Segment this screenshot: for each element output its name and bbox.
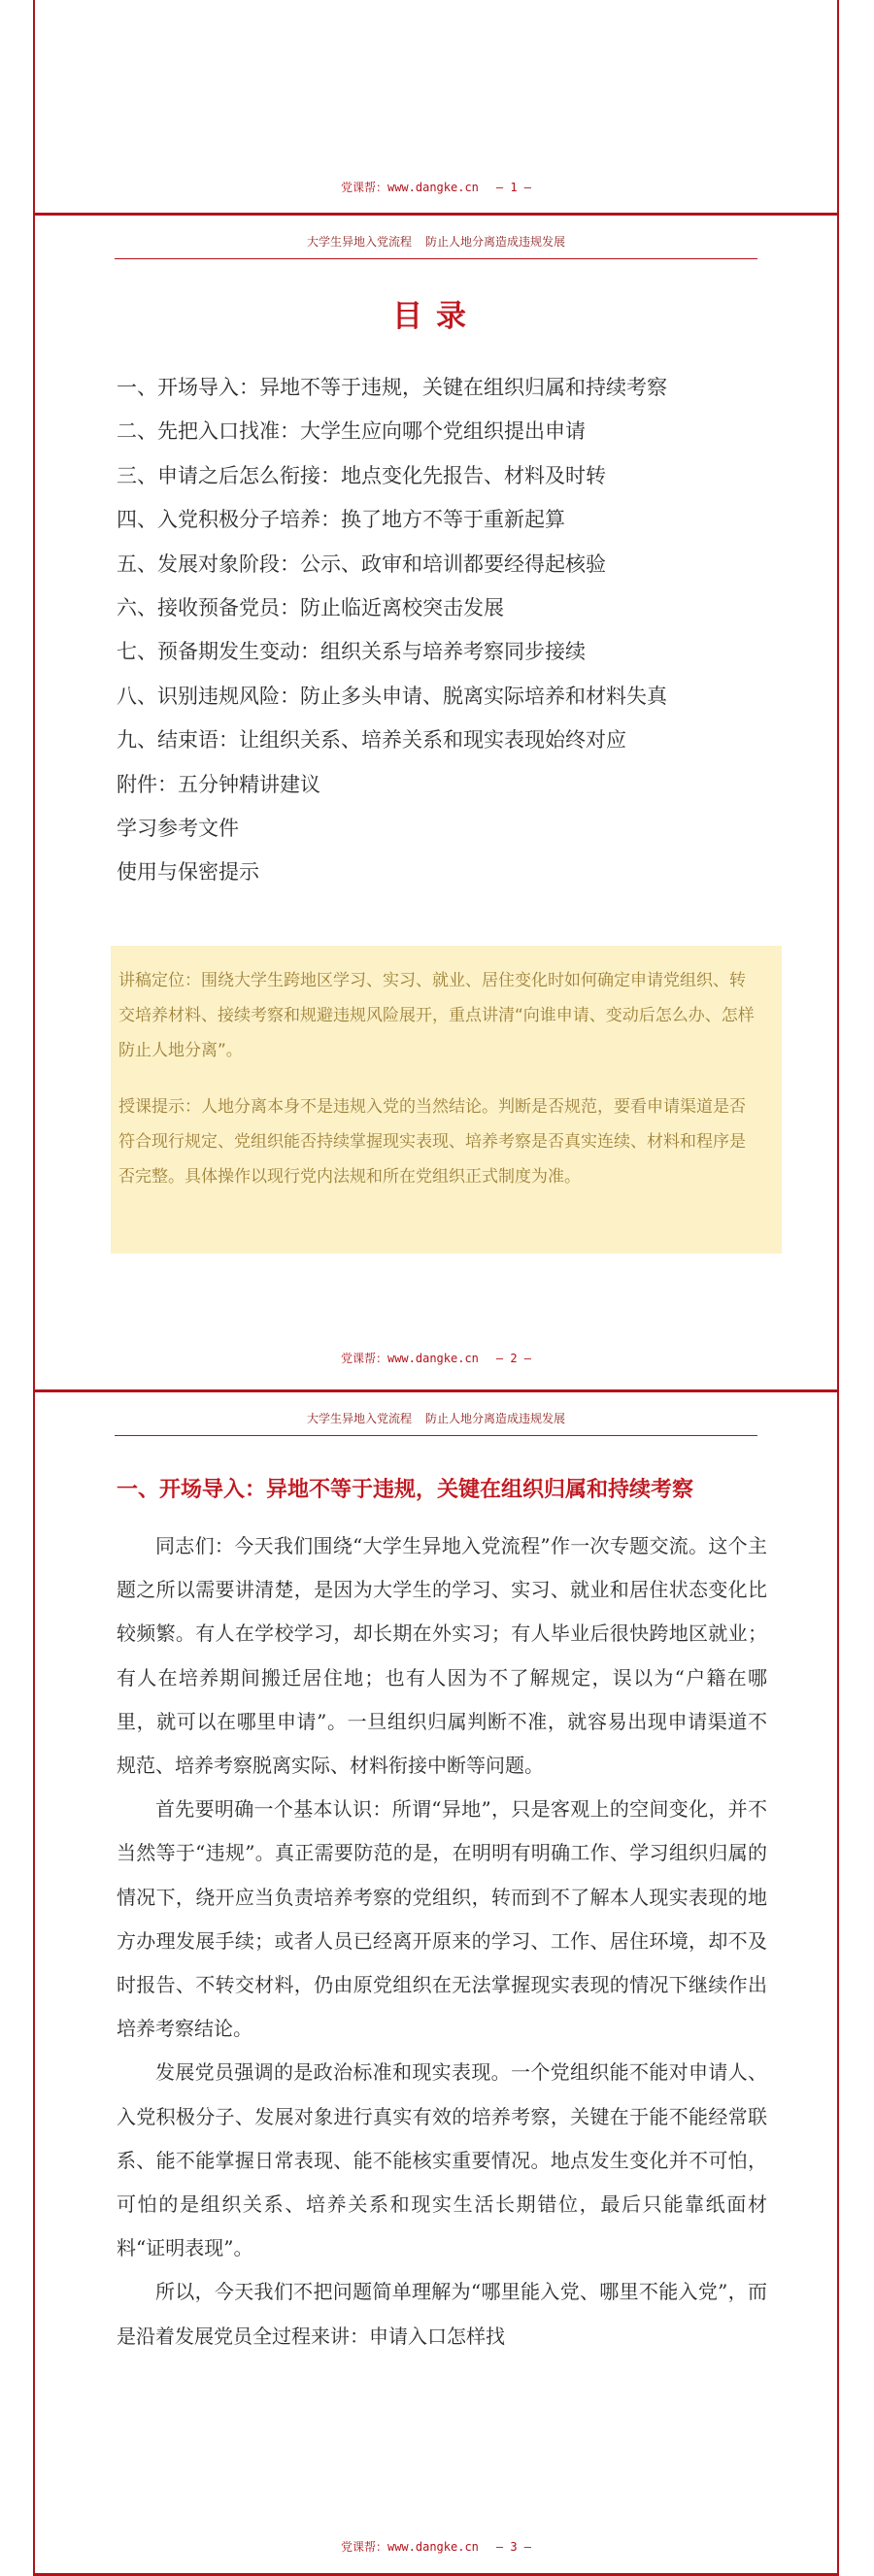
running-head xyxy=(115,233,757,259)
running-head xyxy=(115,1410,757,1436)
section-heading: 一、开场导入：异地不等于违规，关键在组织归属和持续考察 xyxy=(117,1478,694,1502)
page-1 xyxy=(33,0,839,214)
toc-item[interactable]: 五、发展对象阶段：公示、政审和培训都要经得起核验 xyxy=(117,552,606,576)
toc-item[interactable]: 使用与保密提示 xyxy=(117,860,259,885)
body-paragraph: 所以，今天我们不把问题简单理解为“哪里能入党、哪里不能入党”，而是沿着发展党员全过程来讲：申请入口怎样找 xyxy=(117,2280,767,2348)
page-3 xyxy=(33,1389,839,2576)
toc-item[interactable]: 附件：五分钟精讲建议 xyxy=(117,772,320,796)
footer-site: 党课帮：www.dangke.cn xyxy=(340,2540,479,2554)
page-number: — 2 — xyxy=(495,1352,532,1365)
note-box xyxy=(111,946,782,1254)
toc-item[interactable]: 六、接收预备党员：防止临近离校突击发展 xyxy=(117,595,504,619)
running-head-title: 大学生异地入党流程 xyxy=(306,235,412,249)
page-number: — 1 — xyxy=(495,181,532,194)
toc-item[interactable]: 四、入党积极分子培养：换了地方不等于重新起算 xyxy=(117,508,565,532)
running-head-title: 大学生异地入党流程 xyxy=(306,1412,412,1425)
section-body xyxy=(117,1524,767,2359)
page-2 xyxy=(33,213,839,1389)
toc-item[interactable]: 九、结束语：让组织关系、培养关系和现实表现始终对应 xyxy=(117,728,626,753)
page-footer xyxy=(35,1350,837,1366)
running-head-subtitle: 防止人地分离造成违规发展 xyxy=(425,1412,566,1425)
note-teaching-tips: 授课提示：人地分离本身不是违规入党的当然结论。判断是否规范，要看申请渠道是否符合现行规定、党组织能否持续掌握现实表现、培养考察是否真实连续、材料和程序是否完整。具体操作以现行党内法规和所在党组织正式制度为准。 xyxy=(118,1097,746,1187)
footer-site: 党课帮：www.dangke.cn xyxy=(340,1352,479,1365)
toc-item[interactable]: 三、申请之后怎么衔接：地点变化先报告、材料及时转 xyxy=(117,463,606,487)
toc-item[interactable]: 学习参考文件 xyxy=(117,816,239,840)
toc-item[interactable]: 二、先把入口找准：大学生应向哪个党组织提出申请 xyxy=(117,419,586,444)
page-footer xyxy=(35,179,837,195)
toc-item[interactable]: 八、识别违规风险：防止多头申请、脱离实际培养和材料失真 xyxy=(117,684,667,708)
footer-site: 党课帮：www.dangke.cn xyxy=(340,181,479,194)
note-positioning: 讲稿定位：围绕大学生跨地区学习、实习、就业、居住变化时如何确定申请党组织、转交培养材料、接续考察和规避违规风险展开，重点讲清“向谁申请、变动后怎么办、怎样防止人地分离”。 xyxy=(118,971,755,1060)
body-paragraph: 首先要明确一个基本认识：所谓“异地”，只是客观上的空间变化，并不当然等于“违规”。真正需要防范的是，在明明有明确工作、学习组织归属的情况下，绕开应当负责培养考察的党组织，转而到不了解本人现实表现的地方办理发展手续；或者人员已经离开原来的学习、工作、居住环境，却不及时报告、不转交材料，仍由原党组织在无法掌握现实表现的情况下继续作出培养考察结论。 xyxy=(117,1797,767,2041)
toc-list xyxy=(117,366,759,895)
body-paragraph: 发展党员强调的是政治标准和现实表现。一个党组织能不能对申请人、入党积极分子、发展对象进行真实有效的培养考察，关键在于能不能经常联系、能不能掌握日常表现、能不能核实重要情况。地点发生变化并不可怕，可怕的是组织关系、培养关系和现实生活长期错位，最后只能靠纸面材料“证明表现”。 xyxy=(117,2060,767,2260)
running-head-subtitle: 防止人地分离造成违规发展 xyxy=(425,235,566,249)
page-number: — 3 — xyxy=(495,2540,532,2554)
page-footer xyxy=(35,2538,837,2555)
toc-title: 目录 xyxy=(392,299,480,334)
toc-item[interactable]: 一、开场导入：异地不等于违规，关键在组织归属和持续考察 xyxy=(117,376,667,399)
body-paragraph: 同志们：今天我们围绕“大学生异地入党流程”作一次专题交流。这个主题之所以需要讲清楚，是因为大学生的学习、实习、就业和居住状态变化比较频繁。有人在学校学习，却长期在外实习；有人毕业后很快跨地区就业；有人在培养期间搬迁居住地；也有人因为不了解规定，误以为“户籍在哪里，就可以在哪里申请”。一旦组织归属判断不准，就容易出现申请渠道不规范、培养考察脱离实际、材料衔接中断等问题。 xyxy=(117,1534,767,1778)
toc-item[interactable]: 七、预备期发生变动：组织关系与培养考察同步接续 xyxy=(117,640,586,664)
